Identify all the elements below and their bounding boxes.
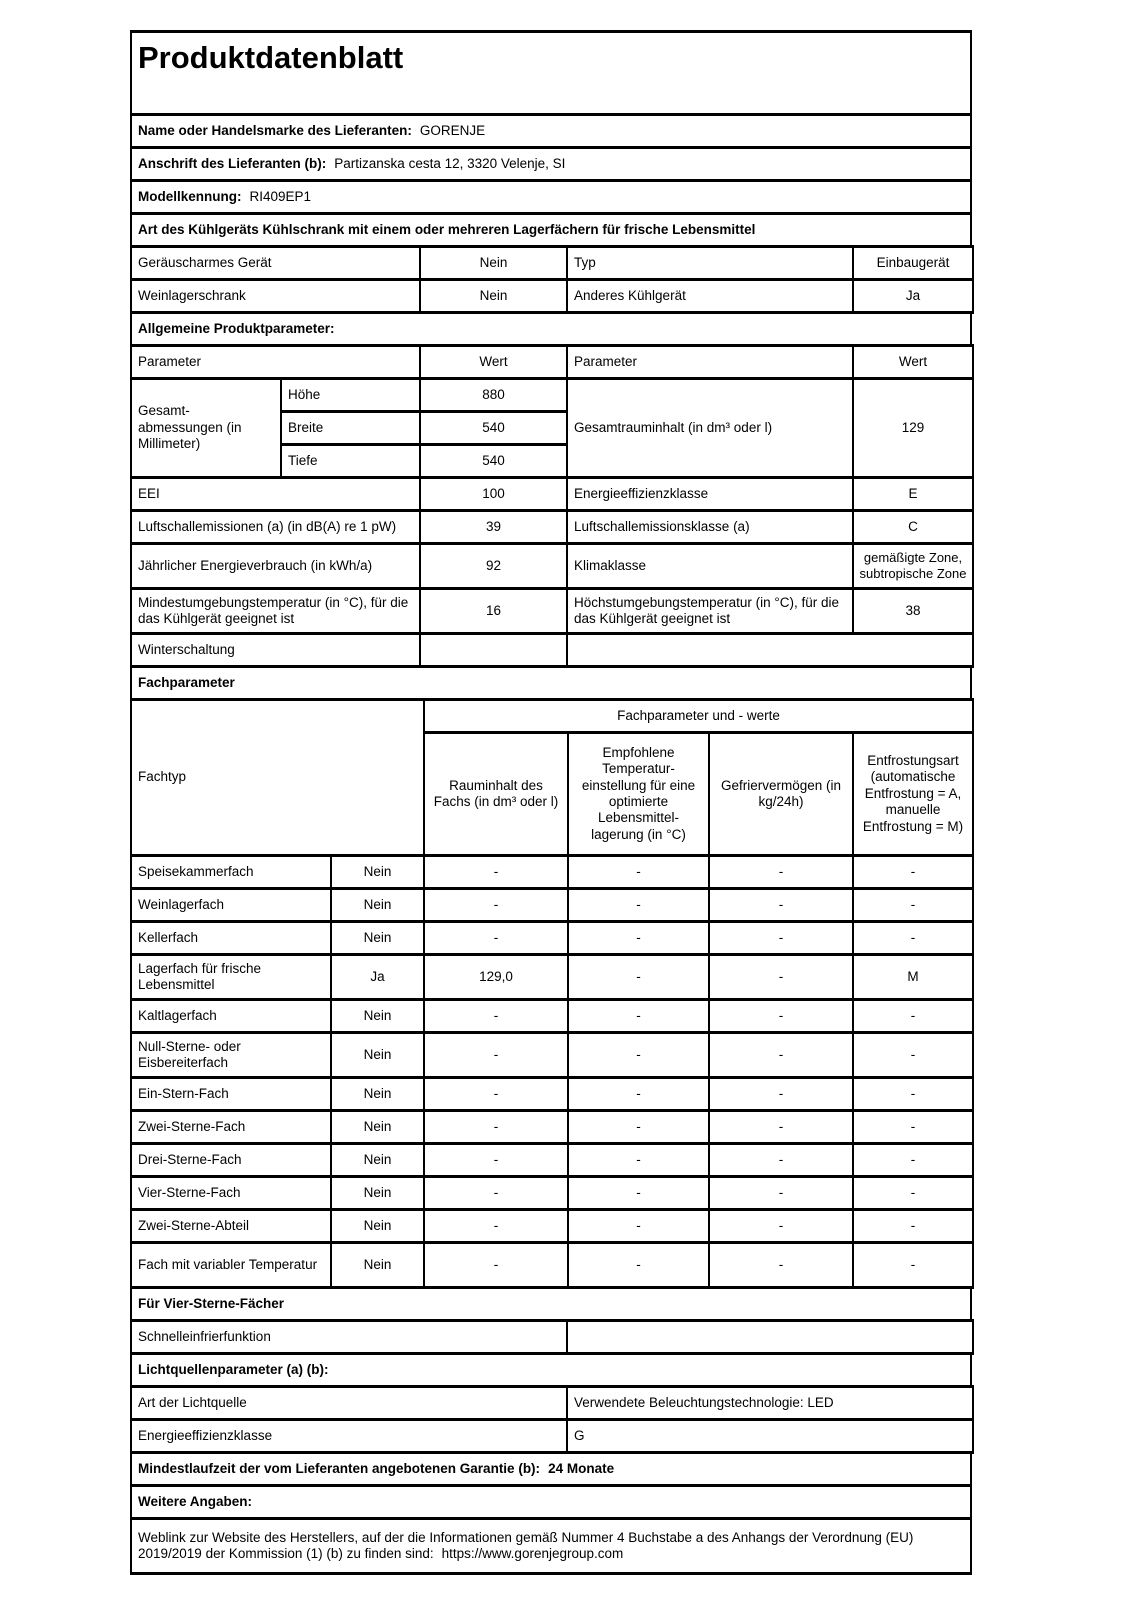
compartment-label: Drei-Sterne-Fach	[131, 1144, 331, 1177]
table-row	[131, 1210, 973, 1243]
compartment-label: Ein-Stern-Fach	[131, 1078, 331, 1111]
cell-value: -	[709, 922, 853, 955]
cell-value: -	[853, 1000, 973, 1033]
cell-value: -	[709, 889, 853, 922]
dimension-value: 540	[420, 412, 567, 445]
table-row	[131, 1420, 973, 1453]
cell-value: -	[709, 1210, 853, 1243]
column-header: Rauminhalt des Fachs (in dm³ oder l)	[424, 733, 568, 856]
supplier-address-value: Partizanska cesta 12, 3320 Velenje, SI	[334, 155, 566, 171]
cell-value: M	[853, 955, 973, 1000]
supplier-name-value: GORENJE	[419, 122, 486, 138]
param-label: Energieeffizienzklasse	[131, 1420, 567, 1453]
table-row	[131, 280, 973, 313]
table-row	[131, 1033, 973, 1078]
table-row	[131, 889, 973, 922]
cell-value: -	[853, 922, 973, 955]
cell-value: -	[424, 1078, 568, 1111]
cell-value: -	[709, 955, 853, 1000]
column-header: Parameter	[567, 346, 853, 379]
four-star-table	[130, 1319, 974, 1355]
cell-value: -	[424, 922, 568, 955]
cell-value: -	[568, 1111, 709, 1144]
column-header: Entfrostungsart (automatische Entfrostung = A, manuelle Entfrostung = M)	[853, 733, 973, 856]
param-label: Art der Lichtquelle	[131, 1387, 567, 1420]
param-value-empty	[567, 634, 973, 667]
cell-value: -	[424, 1144, 568, 1177]
param-label: Geräuscharmes Gerät	[131, 247, 420, 280]
cell-value: -	[709, 1000, 853, 1033]
table-row	[131, 955, 973, 1000]
param-label: Jährlicher Energieverbrauch (in kWh/a)	[131, 544, 420, 589]
cell-value: -	[568, 889, 709, 922]
cell-value: -	[568, 1033, 709, 1078]
dimensions-label: Gesamt-abmessungen (in Millimeter)	[131, 379, 281, 478]
cell-value: -	[424, 1243, 568, 1288]
cell-value: -	[568, 1243, 709, 1288]
manufacturer-website-link[interactable]: https://www.gorenjegroup.com	[441, 1546, 624, 1561]
cell-value: -	[568, 1000, 709, 1033]
table-row	[131, 478, 973, 511]
model-label: Modellkennung:	[138, 188, 242, 204]
compartment-label: Weinlagerfach	[131, 889, 331, 922]
compartment-section-bar	[130, 665, 972, 701]
cell-value: -	[568, 1144, 709, 1177]
param-label: Winterschaltung	[131, 634, 420, 667]
column-header: Wert	[853, 346, 973, 379]
dimension-name: Breite	[281, 412, 420, 445]
total-volume-label: Gesamtrauminhalt (in dm³ oder l)	[567, 379, 853, 478]
section-title: Fachparameter	[131, 667, 971, 700]
weblink-text: Weblink zur Website des Herstellers, auf der die Informationen gemäß Nummer 4 Buchstabe a des Anhangs der Verordnung (EU) 2019/2019 der Kommission (1) (b) zu finden sind:	[138, 1529, 914, 1561]
weblink-table	[130, 1517, 972, 1575]
section-title: Lichtquellenparameter (a) (b):	[131, 1354, 971, 1387]
param-value: 16	[420, 589, 567, 634]
compartment-present: Ja	[331, 955, 424, 1000]
compartment-present: Nein	[331, 1243, 424, 1288]
compartment-present: Nein	[331, 1078, 424, 1111]
param-label: Energieeffizienzklasse	[567, 478, 853, 511]
table-row	[131, 379, 973, 412]
table-row	[131, 634, 973, 667]
compartment-label: Kaltlagerfach	[131, 1000, 331, 1033]
dimension-value: 540	[420, 445, 567, 478]
cell-value: -	[424, 856, 568, 889]
table-header-row	[131, 346, 973, 379]
column-header: Empfohlene Temperatur-einstellung für eine optimierte Lebensmittel-lagerung (in °C)	[568, 733, 709, 856]
compartment-present: Nein	[331, 922, 424, 955]
warranty-row	[131, 1453, 971, 1486]
cell-value: -	[424, 1210, 568, 1243]
cell-value: -	[568, 1210, 709, 1243]
compartment-label: Lagerfach für frische Lebensmittel	[131, 955, 331, 1000]
dimension-name: Höhe	[281, 379, 420, 412]
cell-value: -	[853, 889, 973, 922]
column-header: Gefriervermögen (in kg/24h)	[709, 733, 853, 856]
compartment-label: Zwei-Sterne-Fach	[131, 1111, 331, 1144]
table-row	[131, 1177, 973, 1210]
cell-value: -	[709, 1177, 853, 1210]
compartment-label: Zwei-Sterne-Abteil	[131, 1210, 331, 1243]
param-value: Verwendete Beleuchtungstechnologie: LED	[567, 1387, 973, 1420]
product-datasheet	[130, 30, 972, 1575]
param-value: C	[853, 511, 973, 544]
param-label: EEI	[131, 478, 420, 511]
table-row	[131, 856, 973, 889]
param-label: Typ	[567, 247, 853, 280]
param-value: Nein	[420, 247, 567, 280]
supplier-name-row	[131, 115, 971, 148]
compartment-present: Nein	[331, 1111, 424, 1144]
column-header: Parameter	[131, 346, 420, 379]
param-label: Anderes Kühlgerät	[567, 280, 853, 313]
compartment-present: Nein	[331, 1000, 424, 1033]
param-label: Mindestumgebungstemperatur (in °C), für die das Kühlgerät geeignet ist	[131, 589, 420, 634]
table-row	[131, 922, 973, 955]
param-value: 39	[420, 511, 567, 544]
cell-value: -	[709, 1111, 853, 1144]
cell-value: -	[568, 955, 709, 1000]
warranty-bar	[130, 1451, 972, 1487]
cell-value: -	[853, 1144, 973, 1177]
param-value: 100	[420, 478, 567, 511]
table-row	[131, 1144, 973, 1177]
compartment-present: Nein	[331, 856, 424, 889]
param-value-empty	[567, 1321, 973, 1354]
cell-value: -	[853, 1078, 973, 1111]
model-value: RI409EP1	[249, 188, 312, 204]
table-row	[131, 247, 973, 280]
table-row	[131, 1387, 973, 1420]
page-title: Produktdatenblatt	[138, 40, 404, 75]
dimension-name: Tiefe	[281, 445, 420, 478]
compartment-table	[130, 698, 974, 1289]
column-header: Wert	[420, 346, 567, 379]
param-label: Weinlagerschrank	[131, 280, 420, 313]
fachtyp-header: Fachtyp	[131, 700, 424, 856]
supplier-address-label: Anschrift des Lieferanten (b):	[138, 155, 327, 171]
title-block	[130, 30, 972, 116]
section-title: Allgemeine Produktparameter:	[131, 313, 971, 346]
cell-value: -	[424, 889, 568, 922]
compartment-label: Speisekammerfach	[131, 856, 331, 889]
more-info-bar	[130, 1484, 972, 1520]
cell-value: -	[568, 922, 709, 955]
compartment-label: Vier-Sterne-Fach	[131, 1177, 331, 1210]
four-star-section-bar	[130, 1286, 972, 1322]
compartment-present: Nein	[331, 1177, 424, 1210]
quick-params	[130, 245, 974, 314]
table-row	[131, 1078, 973, 1111]
param-value: Einbaugerät	[853, 247, 973, 280]
cell-value: -	[853, 1243, 973, 1288]
table-row	[131, 1111, 973, 1144]
supplier-name-label: Name oder Handelsmarke des Lieferanten:	[138, 122, 412, 138]
compartment-present: Nein	[331, 1144, 424, 1177]
light-section-bar	[130, 1352, 972, 1388]
cell-value: -	[853, 1210, 973, 1243]
cell-value: -	[853, 1033, 973, 1078]
model-row	[131, 181, 971, 214]
general-params	[130, 344, 974, 668]
cell-value: -	[424, 1033, 568, 1078]
supplier-info	[130, 113, 972, 248]
supplier-address-row	[131, 148, 971, 181]
param-label: Schnelleinfrierfunktion	[131, 1321, 567, 1354]
param-value: G	[567, 1420, 973, 1453]
warranty-label: Mindestlaufzeit der vom Lieferanten angebotenen Garantie (b):	[138, 1460, 541, 1476]
param-value: 38	[853, 589, 973, 634]
param-label: Luftschallemissionsklasse (a)	[567, 511, 853, 544]
cell-value: -	[709, 856, 853, 889]
cell-value: -	[424, 1177, 568, 1210]
warranty-value: 24 Monate	[548, 1460, 615, 1476]
cell-value: -	[424, 1111, 568, 1144]
table-row	[131, 1243, 973, 1288]
table-row	[131, 511, 973, 544]
param-label: Höchstumgebungstemperatur (in °C), für die das Kühlgerät geeignet ist	[567, 589, 853, 634]
table-row	[131, 1000, 973, 1033]
param-value: E	[853, 478, 973, 511]
cell-value: -	[709, 1243, 853, 1288]
cell-value: -	[568, 856, 709, 889]
section-title: Weitere Angaben:	[131, 1486, 971, 1519]
compartment-present: Nein	[331, 889, 424, 922]
param-value	[420, 634, 567, 667]
table-row	[131, 1321, 973, 1354]
cell-value: -	[424, 1000, 568, 1033]
param-value: gemäßigte Zone, subtropische Zone	[853, 544, 973, 589]
cell-value: -	[709, 1033, 853, 1078]
compartment-label: Null-Sterne- oder Eisbereiterfach	[131, 1033, 331, 1078]
cell-value: -	[709, 1078, 853, 1111]
cell-value: -	[853, 1111, 973, 1144]
group-header: Fachparameter und - werte	[424, 700, 973, 733]
compartment-present: Nein	[331, 1033, 424, 1078]
param-label: Luftschallemissionen (a) (in dB(A) re 1 pW)	[131, 511, 420, 544]
weblink-row	[131, 1519, 971, 1574]
param-value: Nein	[420, 280, 567, 313]
section-title: Für Vier-Sterne-Fächer	[131, 1288, 971, 1321]
compartment-label: Fach mit variabler Temperatur	[131, 1243, 331, 1288]
light-table	[130, 1385, 974, 1454]
param-label: Klimaklasse	[567, 544, 853, 589]
cell-value: -	[853, 856, 973, 889]
compartment-label: Kellerfach	[131, 922, 331, 955]
cell-value: -	[853, 1177, 973, 1210]
total-volume-value: 129	[853, 379, 973, 478]
cell-value: -	[568, 1078, 709, 1111]
param-value: Ja	[853, 280, 973, 313]
compartment-present: Nein	[331, 1210, 424, 1243]
dimension-value: 880	[420, 379, 567, 412]
cell-value: -	[709, 1144, 853, 1177]
appliance-type-row: Art des Kühlgeräts Kühlschrank mit einem oder mehreren Lagerfächern für frische Lebensmittel	[131, 214, 971, 247]
general-section-bar	[130, 311, 972, 347]
cell-value: -	[568, 1177, 709, 1210]
table-row	[131, 544, 973, 589]
param-value: 92	[420, 544, 567, 589]
cell-value: 129,0	[424, 955, 568, 1000]
table-row	[131, 589, 973, 634]
table-header-row	[131, 700, 973, 733]
